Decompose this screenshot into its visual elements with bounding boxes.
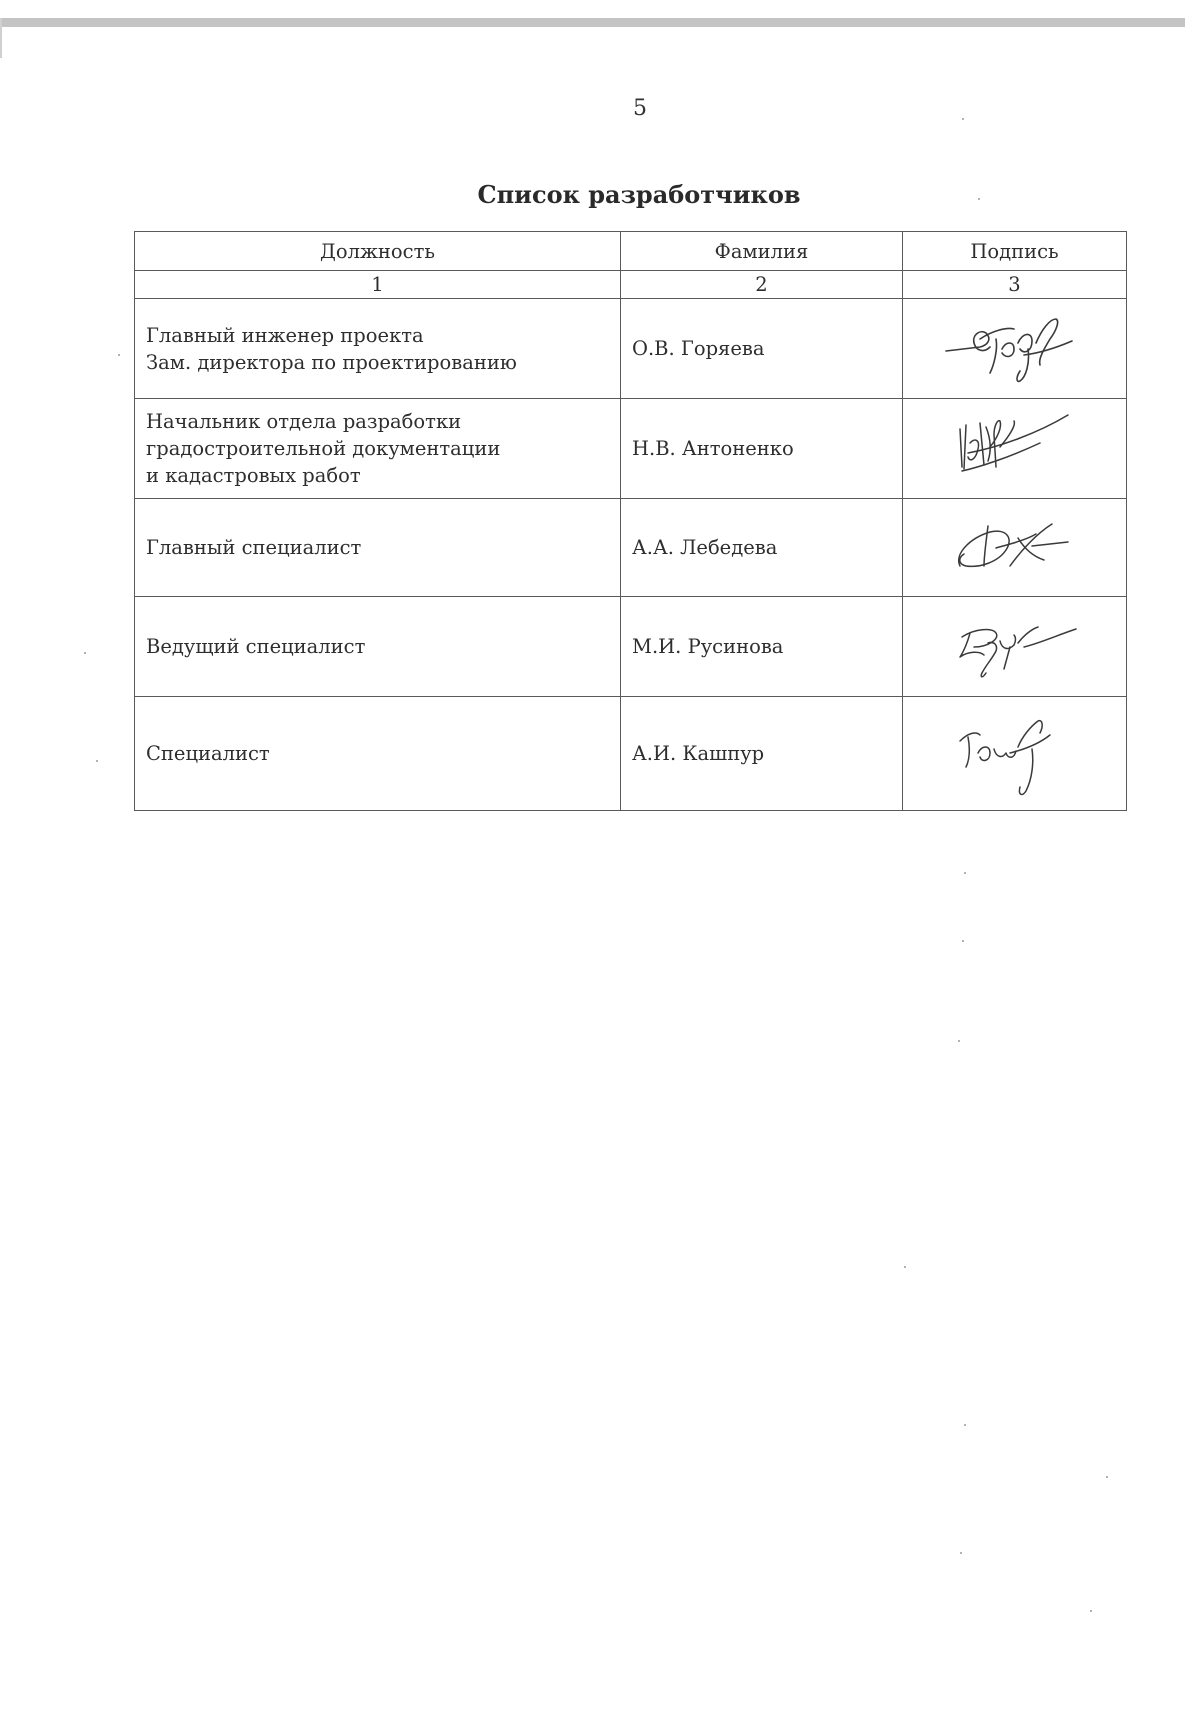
header-position: Должность: [135, 232, 621, 271]
header-signature: Подпись: [903, 232, 1127, 271]
signature-image: [940, 309, 1090, 389]
signature-cell: [903, 399, 1127, 499]
table-row: [135, 697, 1127, 811]
position-cell: [135, 697, 621, 811]
table-header-row: [135, 232, 1127, 271]
column-number: 1: [135, 271, 621, 299]
signature-image: [940, 707, 1090, 801]
scan-top-edge: [0, 18, 1185, 27]
scan-left-edge: [0, 18, 2, 58]
scan-speck: [958, 1040, 960, 1042]
scan-speck: [964, 872, 966, 874]
column-number: 2: [621, 271, 903, 299]
scan-speck: [96, 760, 98, 762]
name-cell: А.А. Лебедева: [621, 499, 903, 597]
scan-speck: [964, 1424, 966, 1426]
signature-cell: [903, 499, 1127, 597]
position-cell: [135, 597, 621, 697]
signature-cell: [903, 697, 1127, 811]
position-line: Специалист: [146, 742, 270, 765]
position-line: Главный специалист: [146, 536, 362, 559]
table-row: [135, 597, 1127, 697]
name-cell: Н.В. Антоненко: [621, 399, 903, 499]
scan-speck: [978, 198, 980, 200]
name-cell: О.В. Горяева: [621, 299, 903, 399]
column-number: 3: [903, 271, 1127, 299]
position-line: Главный инженер проекта: [146, 323, 424, 347]
developers-table: [134, 231, 1127, 811]
signature-image: [940, 407, 1090, 491]
table-row: [135, 399, 1127, 499]
scan-speck: [84, 652, 86, 654]
name-cell: А.И. Кашпур: [621, 697, 903, 811]
table-row: [135, 299, 1127, 399]
name-cell: М.И. Русинова: [621, 597, 903, 697]
signature-cell: [903, 597, 1127, 697]
table-row: [135, 499, 1127, 597]
position-cell: [135, 399, 621, 499]
header-name: Фамилия: [621, 232, 903, 271]
signature-image: [940, 508, 1090, 588]
position-line: Начальник отдела разработки: [146, 410, 462, 433]
scan-speck: [1106, 1476, 1108, 1478]
document-title: Список разработчиков: [477, 180, 801, 209]
page-number: 5: [633, 96, 647, 121]
position-cell: [135, 299, 621, 399]
position-line: Ведущий специалист: [146, 635, 366, 658]
position-line: градостроительной документации: [146, 437, 501, 460]
position-cell: [135, 499, 621, 597]
scan-speck: [904, 1266, 906, 1268]
scan-speck: [962, 940, 964, 942]
scan-speck: [118, 354, 120, 356]
signature-image: [940, 607, 1090, 687]
signature-cell: [903, 299, 1127, 399]
position-line: Зам. директора по проектированию: [146, 350, 517, 374]
position-line: и кадастровых работ: [146, 464, 361, 487]
scan-speck: [960, 1552, 962, 1554]
scan-speck: [962, 118, 964, 120]
column-number-row: [135, 271, 1127, 299]
scan-speck: [1090, 1610, 1092, 1612]
